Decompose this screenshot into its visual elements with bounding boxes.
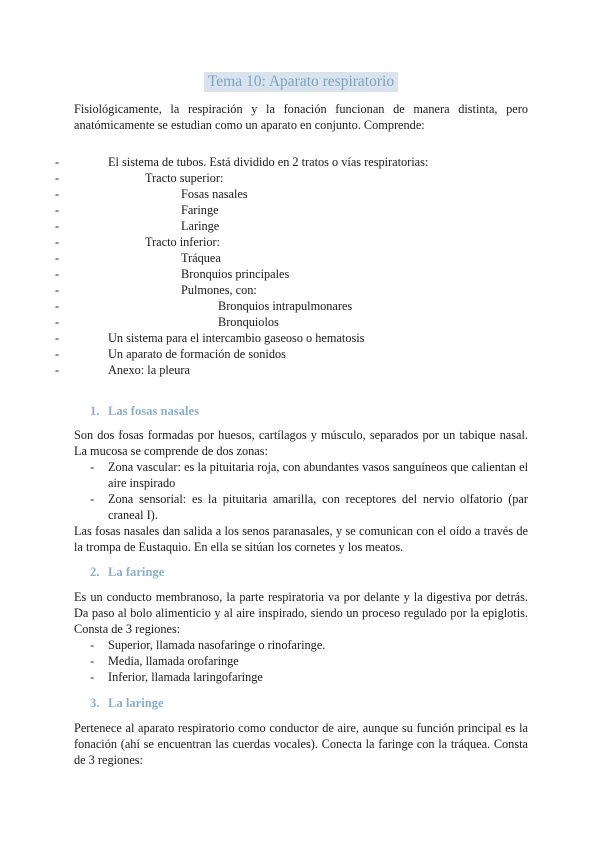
outline-item-text: Tráquea — [181, 251, 221, 265]
outline-item-level-3 — [55, 266, 528, 282]
outline-item-text: Laringe — [181, 219, 220, 233]
page-title: Tema 10: Aparato respiratorio — [204, 72, 398, 92]
list-item-text: Superior, llamada nasofaringe o rinofaringe. — [108, 638, 326, 652]
outline-item-level-3 — [55, 202, 528, 218]
outline-item-text: Un sistema para el intercambio gaseoso o hematosis — [108, 331, 365, 345]
section-heading-faringe — [74, 564, 528, 580]
section-heading-laringe — [74, 695, 528, 711]
list-item — [74, 653, 528, 669]
title-wrap — [74, 72, 528, 94]
outline-item-text: Pulmones, con: — [181, 283, 257, 297]
outline-item-text: Anexo: la pleura — [108, 363, 190, 377]
section-title: La faringe — [108, 565, 165, 579]
list-item — [74, 491, 528, 523]
outline-item-level-1 — [55, 154, 528, 170]
list-item — [74, 637, 528, 653]
dash-bullet: - — [55, 331, 60, 345]
dash-bullet: - — [55, 283, 60, 297]
dash-bullet: - — [90, 654, 95, 668]
section-number: 1. — [90, 404, 100, 418]
fosas-paragraph-1: Son dos fosas formadas por huesos, cartílagos y músculo, separados por un tabique nasal. La mucosa se comprende de dos zonas: — [74, 428, 528, 458]
faringe-paragraph: Es un conducto membranoso, la parte respiratoria va por delante y la digestiva por detrás. Da paso al bolo alimenticio y al aire inspirado, siendo un proceso regulado por la epiglotis. Consta de 3 regiones: — [74, 590, 528, 636]
intro-paragraph: Fisiológicamente, la respiración y la fonación funcionan de manera distinta, pero anatómicamente se estudian como un aparato en conjunto. Comprende: — [74, 102, 528, 132]
section-number: 2. — [90, 565, 100, 579]
dash-bullet: - — [55, 299, 60, 313]
outline-item-text: Faringe — [181, 203, 219, 217]
dash-bullet: - — [55, 203, 60, 217]
list-item — [74, 669, 528, 685]
dash-bullet: - — [90, 670, 95, 684]
outline-item-text: Tracto inferior: — [145, 235, 221, 249]
section-heading-fosas — [74, 403, 528, 419]
dash-bullet: - — [55, 235, 60, 249]
dash-bullet: - — [55, 347, 60, 361]
outline-item-level-3 — [55, 282, 528, 298]
outline-item-text: Bronquios intrapulmonares — [218, 299, 353, 313]
dash-bullet: - — [90, 638, 95, 652]
outline-item-level-1 — [55, 362, 528, 378]
document-page — [55, 72, 528, 768]
outline-item-level-1 — [55, 346, 528, 362]
outline-item-level-3 — [55, 186, 528, 202]
outline-item-text: Bronquios principales — [181, 267, 290, 281]
dash-bullet: - — [55, 187, 60, 201]
dash-bullet: - — [55, 267, 60, 281]
dash-bullet: - — [90, 492, 95, 506]
fosas-zones-list — [74, 459, 528, 523]
outline-item-level-4 — [55, 298, 528, 314]
outline-item-text: Fosas nasales — [181, 187, 248, 201]
outline-item-text: Tracto superior: — [145, 171, 224, 185]
outline-list — [55, 154, 528, 378]
list-item-text: Inferior, llamada laringofaringe — [108, 670, 263, 684]
laringe-paragraph: Pertenece al aparato respiratorio como conductor de aire, aunque su función principal es la fonación (ahí se encuentran las cuerdas vocales). Conecta la faringe con la tráquea. Consta de 3 regiones: — [74, 721, 528, 767]
section-title: Las fosas nasales — [108, 404, 199, 418]
dash-bullet: - — [55, 251, 60, 265]
dash-bullet: - — [90, 460, 95, 474]
list-item-text: Zona sensorial: es la pituitaria amarilla, con receptores del nervio olfatorio (par craneal I). — [108, 492, 528, 522]
outline-item-text: Un aparato de formación de sonidos — [108, 347, 286, 361]
section-number: 3. — [90, 696, 100, 710]
faringe-regions-list — [74, 637, 528, 685]
dash-bullet: - — [55, 219, 60, 233]
outline-item-level-2 — [55, 170, 528, 186]
outline-item-text: El sistema de tubos. Está dividido en 2 tratos o vías respiratorias: — [108, 155, 429, 169]
dash-bullet: - — [55, 155, 60, 169]
outline-item-text: Bronquiolos — [218, 315, 279, 329]
outline-item-level-3 — [55, 250, 528, 266]
outline-item-level-3 — [55, 218, 528, 234]
list-item-text: Zona vascular: es la pituitaria roja, con abundantes vasos sanguíneos que calientan el aire inspirado — [108, 460, 528, 490]
dash-bullet: - — [55, 171, 60, 185]
dash-bullet: - — [55, 315, 60, 329]
outline-item-level-1 — [55, 330, 528, 346]
outline-item-level-2 — [55, 234, 528, 250]
dash-bullet: - — [55, 363, 60, 377]
fosas-paragraph-2: Las fosas nasales dan salida a los senos paranasales, y se comunican con el oído a través de la trompa de Eustaquio. En ella se sitúan los cornetes y los meatos. — [74, 524, 528, 554]
list-item-text: Media, llamada orofaringe — [108, 654, 239, 668]
outline-item-level-4 — [55, 314, 528, 330]
section-title: La laringe — [108, 696, 164, 710]
list-item — [74, 459, 528, 491]
